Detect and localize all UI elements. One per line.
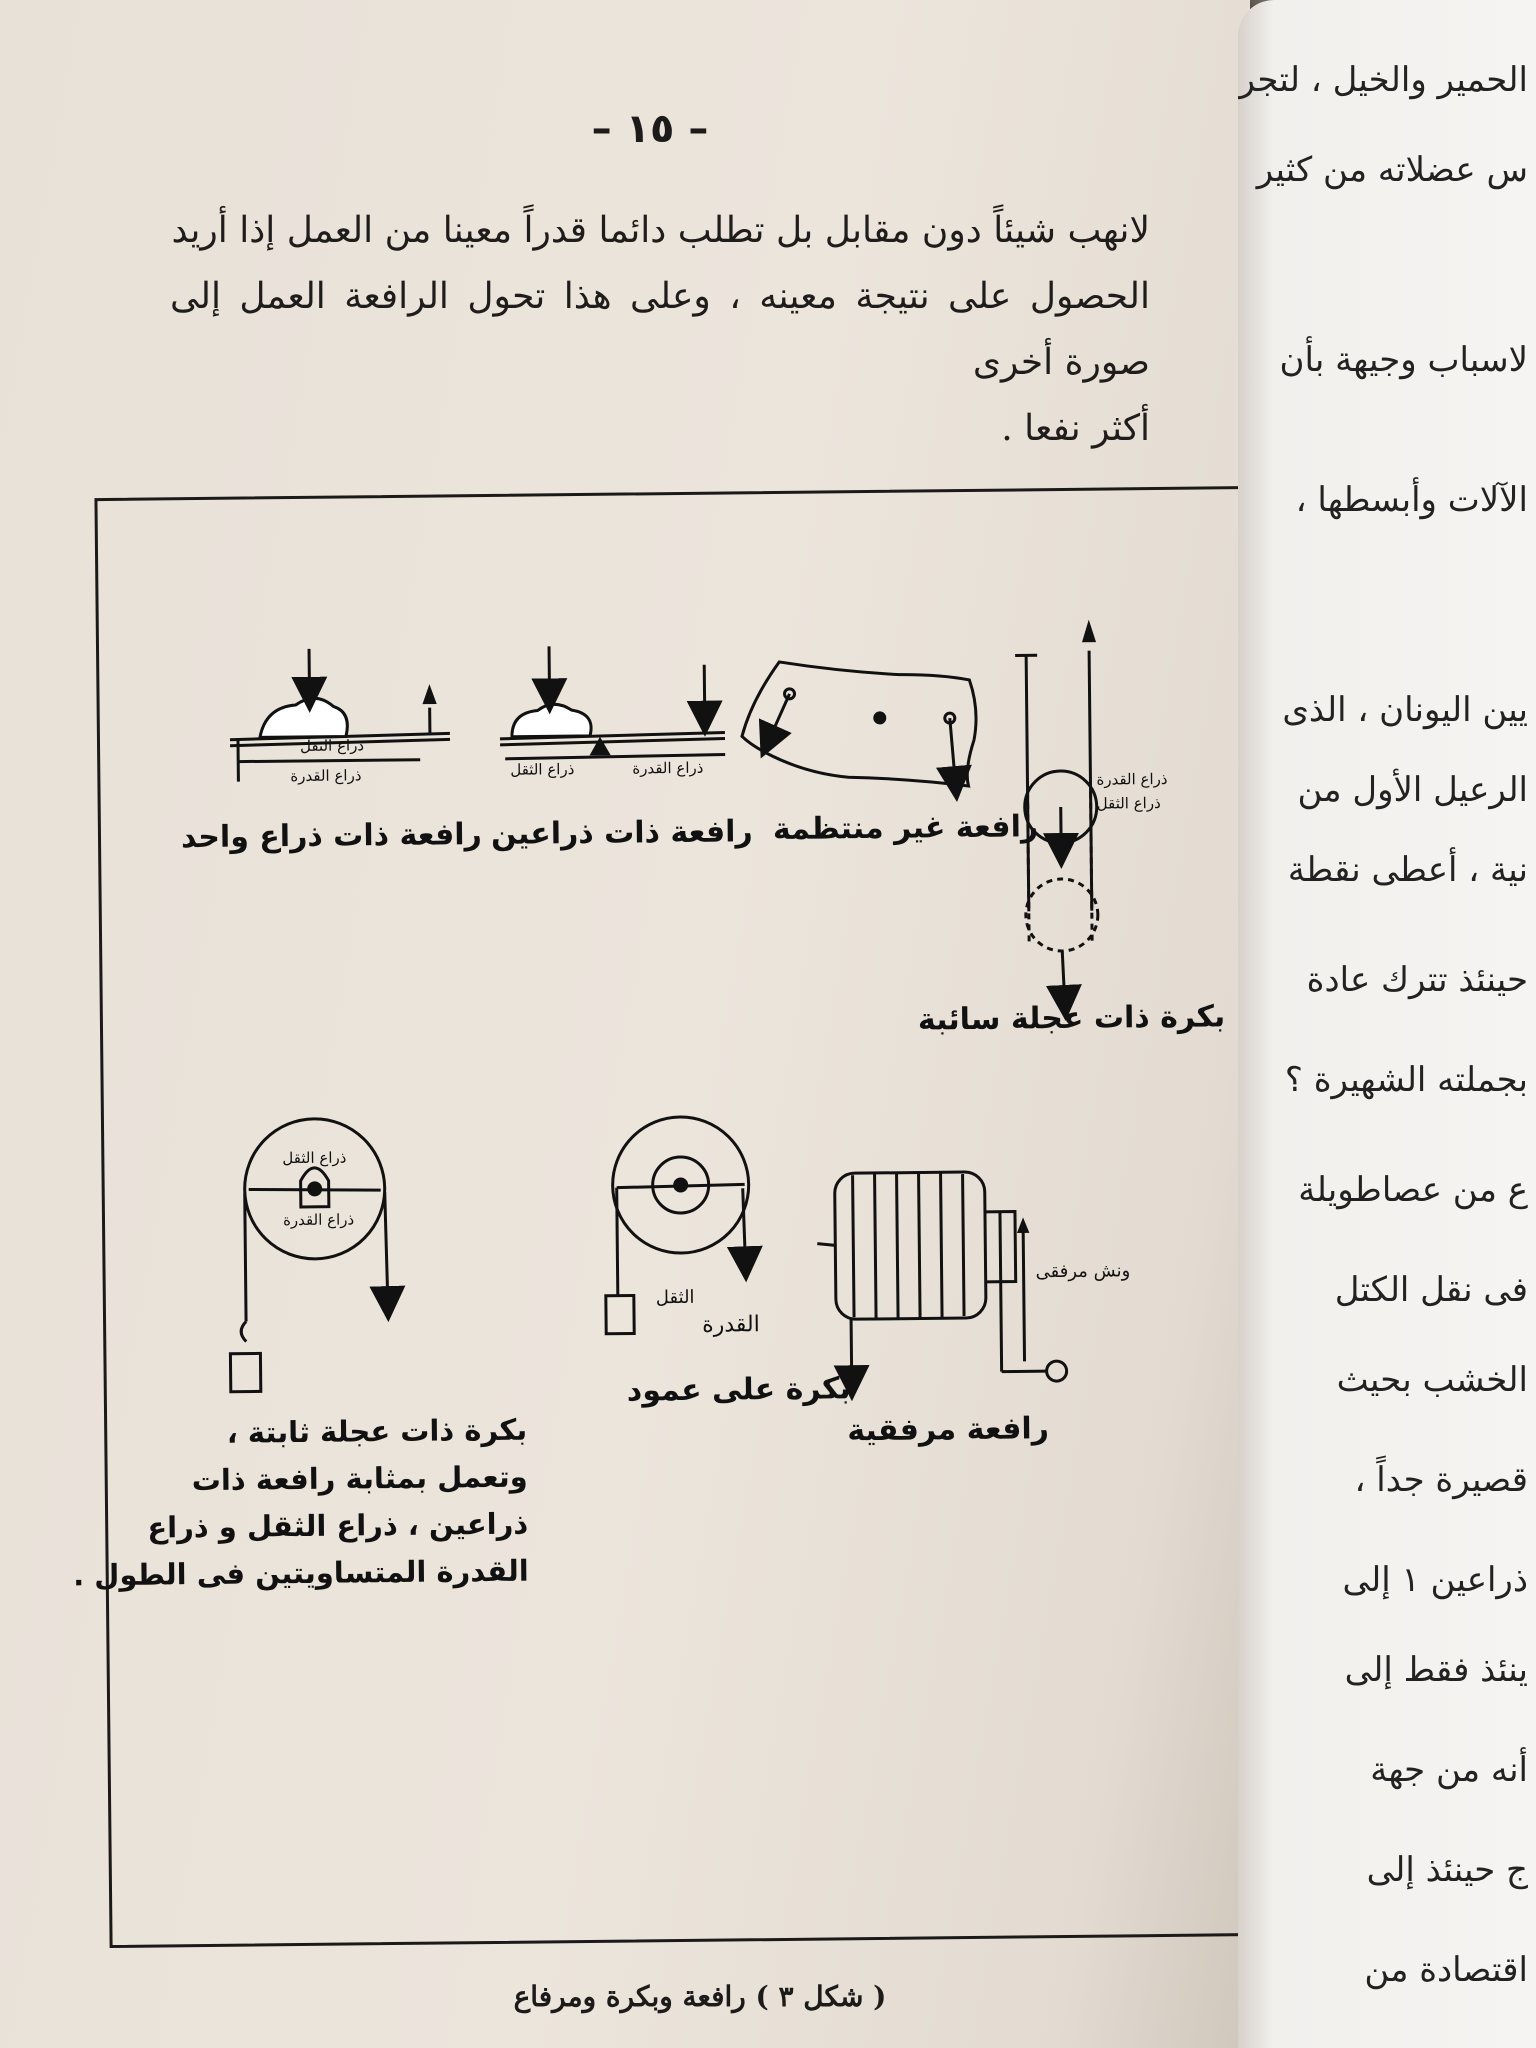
facing-page-line: لاسباب وجيهة بأن — [1279, 340, 1528, 380]
figure-caption: ( شكل ٣ ) رافعة وبكرة ومرفاع — [513, 1980, 887, 2013]
movable-pulley-load-arm-label: ذراع الثقل — [1096, 793, 1161, 813]
facing-page-line: فى نقل الكتل — [1334, 1270, 1528, 1310]
facing-page-line: ج حينئذ إلى — [1366, 1850, 1528, 1890]
facing-page-line: الحمير والخيل ، لتجر — [1238, 60, 1528, 100]
movable-pulley-label: بكرة ذات عجلة سائبة — [917, 999, 1226, 1038]
page-number: – ١٥ – — [591, 106, 709, 152]
single-arm-load-arm-label: ذراع الثقل — [299, 736, 365, 755]
irregular-lever-drawing — [741, 660, 977, 788]
fixed-pulley-label-line: بكرة ذات عجلة ثابتة ، — [226, 1412, 528, 1450]
fixed-pulley-label-line: وتعمل بمثابة رافعة ذات — [191, 1459, 528, 1498]
two-arms-load-arm-label: ذراع الثقل — [510, 760, 575, 779]
figure-drawings — [72, 489, 1264, 1945]
facing-page-line: بجملته الشهيرة ؟ — [1284, 1060, 1528, 1100]
winch-drawing — [817, 1171, 1067, 1384]
irregular-lever-label: رافعة غير منتظمة — [772, 809, 1039, 848]
figure-frame — [72, 486, 1267, 1948]
facing-page-line: يين اليونان ، الذى — [1282, 690, 1528, 730]
facing-page-line: اقتصادة من — [1364, 1950, 1528, 1990]
fixed-pulley-power-arm-label: ذراع القدرة — [282, 1210, 355, 1230]
fixed-pulley-label-line: ذراعين ، ذراع الثقل و ذراع — [147, 1506, 529, 1545]
single-arm-lever-drawing — [229, 647, 450, 781]
facing-page-line: س عضلاته من كثير — [1256, 150, 1528, 190]
two-arms-power-arm-label: ذراع القدرة — [632, 758, 704, 778]
facing-page-line: أنه من جهة — [1370, 1750, 1528, 1790]
paragraph-line: أكثر نفعا . — [1001, 408, 1150, 449]
movable-pulley-power-arm-label: ذراع القدرة — [1096, 769, 1168, 789]
facing-page — [1238, 0, 1536, 2048]
winch-label: رافعة مرفقية — [847, 1411, 1050, 1449]
fixed-pulley-load-arm-label: ذراع الثقل — [282, 1148, 347, 1168]
paragraph-line: لانهب شيئاً دون مقابل بل تطلب دائما قدراً معينا من العمل إذا أريد — [171, 210, 1150, 251]
facing-page-line: ذراعين ١ إلى — [1342, 1560, 1528, 1600]
pulley-axle-power-label: القدرة — [702, 1312, 760, 1338]
pulley-axle-load-label: الثقل — [655, 1286, 695, 1309]
facing-page-line: الآلات وأبسطها ، — [1295, 480, 1528, 520]
body-paragraph — [170, 198, 1150, 462]
facing-page-line: الرعيل الأول من — [1297, 770, 1528, 810]
single-arm-lever-label: رافعة ذات ذراع واحد — [180, 817, 482, 856]
fixed-pulley-label-line: القدرة المتساويتين فى الطول . — [72, 1553, 529, 1593]
winch-side-label: ونش مرفقى — [1035, 1260, 1131, 1283]
paragraph-line: الحصول على نتيجة معينه ، وعلى هذا تحول الرافعة العمل إلى صورة أخرى — [170, 276, 1150, 383]
fixed-pulley-label — [72, 1407, 529, 1599]
facing-page-line: ينئذ فقط إلى — [1344, 1650, 1528, 1690]
facing-page-line: الخشب بحيث — [1336, 1360, 1528, 1400]
facing-page-line: حينئذ تترك عادة — [1306, 960, 1528, 1000]
single-arm-power-arm-label: ذراع القدرة — [290, 766, 362, 786]
two-arms-lever-label: رافعة ذات ذراعين — [490, 814, 753, 852]
facing-page-line: ع من عصاطويلة — [1298, 1170, 1528, 1210]
two-arm-lever-drawing — [499, 645, 725, 759]
pulley-axle-label: بكرة على عمود — [626, 1371, 851, 1409]
facing-page-line: قصيرة جداً ، — [1354, 1460, 1528, 1500]
facing-page-line: نية ، أعطى نقطة — [1287, 850, 1528, 890]
